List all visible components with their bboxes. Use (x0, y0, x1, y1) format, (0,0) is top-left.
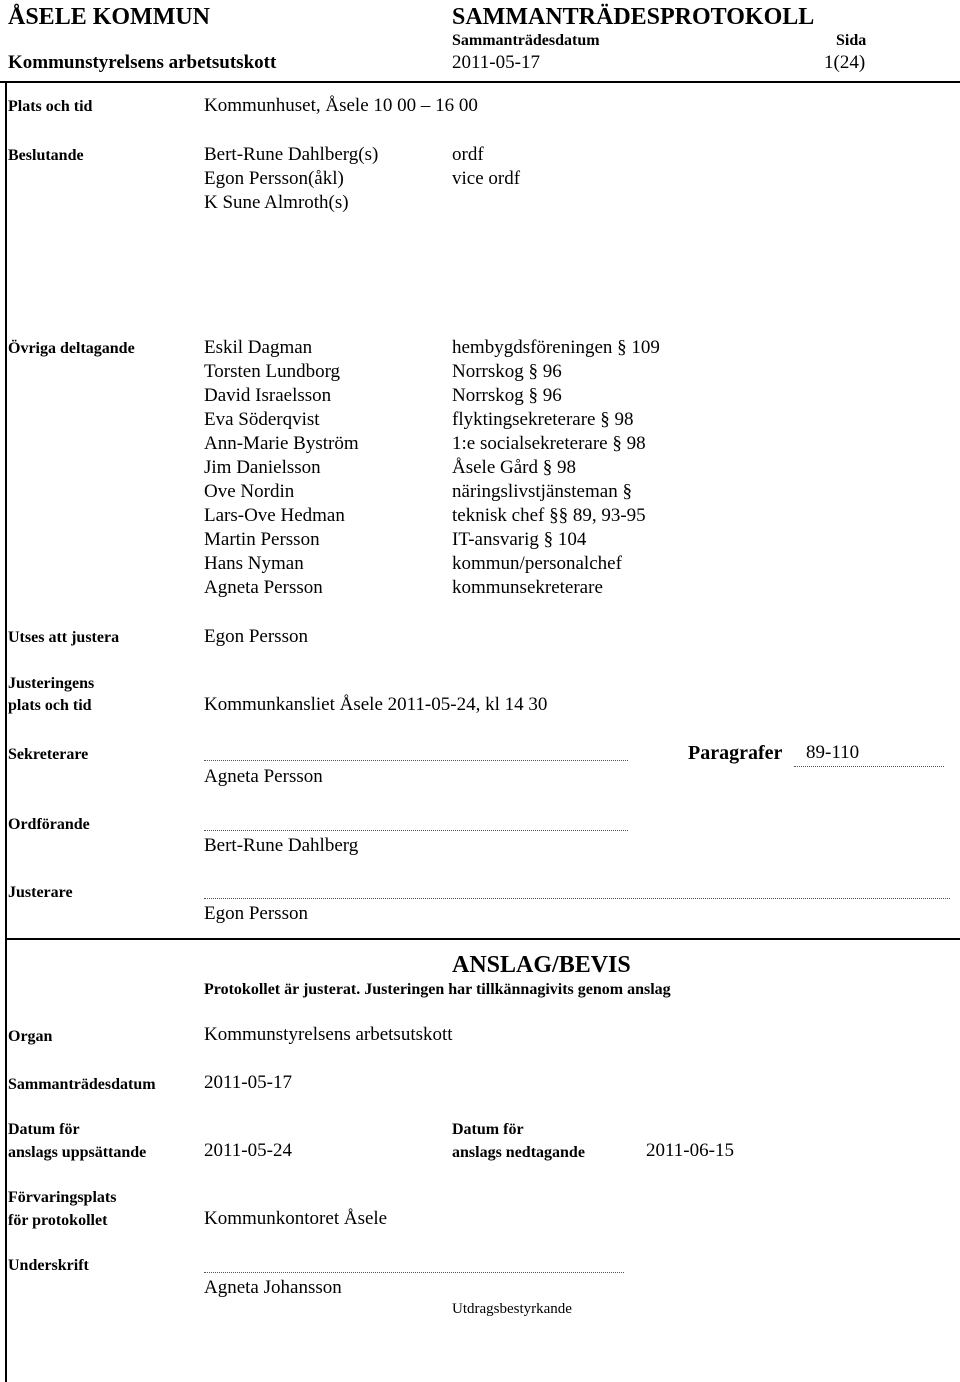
participant-role: hembygdsföreningen § 109 (452, 337, 660, 358)
paragrafer-underline (794, 766, 944, 767)
uppsattande-label-line1: Datum för (8, 1121, 80, 1138)
justerare-signature-line (204, 898, 950, 899)
participant-role: kommun/personalchef (452, 553, 622, 574)
nedtagande-value: 2011-06-15 (646, 1140, 734, 1161)
participant-name: Hans Nyman (204, 553, 304, 574)
justerare-label: Justerare (8, 884, 73, 901)
page-label: Sida (836, 32, 867, 49)
participant-name: Ann-Marie Byström (204, 433, 359, 454)
ordforande-name: Bert-Rune Dahlberg (204, 835, 359, 856)
member-role: vice ordf (452, 168, 521, 189)
nedtagande-label-line2: anslags nedtagande (452, 1144, 585, 1161)
left-margin-line (5, 82, 7, 1382)
meeting-date: 2011-05-17 (452, 52, 540, 73)
justering-label-line1: Justeringens (8, 675, 95, 692)
participant-role: teknisk chef §§ 89, 93-95 (452, 505, 646, 526)
participant-name: Lars-Ove Hedman (204, 505, 345, 526)
plats-label: Plats och tid (8, 98, 93, 115)
utses-value: Egon Persson (204, 626, 308, 647)
participant-name: Eskil Dagman (204, 337, 313, 358)
participant-role: Åsele Gård § 98 (452, 457, 576, 478)
anslag-subtitle: Protokollet är justerat. Justeringen har tillkännagivits genom anslag (204, 981, 671, 998)
paragrafer-label: Paragrafer (688, 742, 783, 764)
sekreterare-name: Agneta Persson (204, 766, 323, 787)
ordforande-label: Ordförande (8, 816, 90, 833)
participant-name: Torsten Lundborg (204, 361, 341, 382)
uppsattande-value: 2011-05-24 (204, 1140, 292, 1161)
underskrift-signature-line (204, 1272, 624, 1273)
committee-name: Kommunstyrelsens arbetsutskott (8, 52, 277, 73)
participant-name: Martin Persson (204, 529, 320, 550)
document-type-title: SAMMANTRÄDESPROTOKOLL (452, 4, 815, 30)
organ-label: Organ (8, 1028, 53, 1045)
member-name: Bert-Rune Dahlberg(s) (204, 144, 379, 165)
organ-value: Kommunstyrelsens arbetsutskott (204, 1024, 453, 1045)
underskrift-label: Underskrift (8, 1257, 89, 1274)
nedtagande-label-line1: Datum för (452, 1121, 524, 1138)
participant-role: flyktingsekreterare § 98 (452, 409, 634, 430)
anslag-title: ANSLAG/BEVIS (452, 952, 631, 978)
member-role: ordf (452, 144, 484, 165)
anslag-date-label: Sammanträdesdatum (8, 1076, 156, 1093)
ordforande-signature-line (204, 830, 628, 831)
underskrift-name: Agneta Johansson (204, 1277, 342, 1298)
municipality-title: ÅSELE KOMMUN (8, 4, 211, 30)
plats-value: Kommunhuset, Åsele 10 00 – 16 00 (204, 95, 478, 116)
justering-label-line2: plats och tid (8, 697, 92, 714)
participant-name: Agneta Persson (204, 577, 323, 598)
member-name: Egon Persson(åkl) (204, 168, 344, 189)
justerare-name: Egon Persson (204, 903, 308, 924)
utses-label: Utses att justera (8, 629, 120, 646)
member-name: K Sune Almroth(s) (204, 192, 349, 213)
sekreterare-signature-line (204, 760, 628, 761)
anslag-divider (5, 938, 960, 940)
forvaring-label-line1: Förvaringsplats (8, 1189, 117, 1206)
forvaring-label-line2: för protokollet (8, 1212, 108, 1229)
page-number: 1(24) (824, 52, 866, 73)
forvaring-value: Kommunkontoret Åsele (204, 1208, 388, 1229)
participant-role: näringslivstjänsteman § (452, 481, 632, 502)
participant-role: IT-ansvarig § 104 (452, 529, 587, 550)
anslag-date-value: 2011-05-17 (204, 1072, 292, 1093)
date-label: Sammanträdesdatum (452, 32, 600, 49)
sekreterare-label: Sekreterare (8, 746, 89, 763)
participant-role: Norrskog § 96 (452, 361, 562, 382)
header-divider (0, 81, 960, 83)
ovriga-label: Övriga deltagande (8, 340, 135, 357)
participant-name: Jim Danielsson (204, 457, 321, 478)
participant-name: Ove Nordin (204, 481, 295, 502)
participant-role: 1:e socialsekreterare § 98 (452, 433, 646, 454)
paragrafer-value: 89-110 (806, 742, 860, 763)
justering-value: Kommunkansliet Åsele 2011-05-24, kl 14 30 (204, 694, 548, 715)
participant-name: David Israelsson (204, 385, 332, 406)
uppsattande-label-line2: anslags uppsättande (8, 1144, 147, 1161)
beslutande-label: Beslutande (8, 147, 84, 164)
participant-role: kommunsekreterare (452, 577, 603, 598)
participant-role: Norrskog § 96 (452, 385, 562, 406)
participant-name: Eva Söderqvist (204, 409, 320, 430)
utdragsbestyrkande-label: Utdragsbestyrkande (452, 1301, 572, 1317)
